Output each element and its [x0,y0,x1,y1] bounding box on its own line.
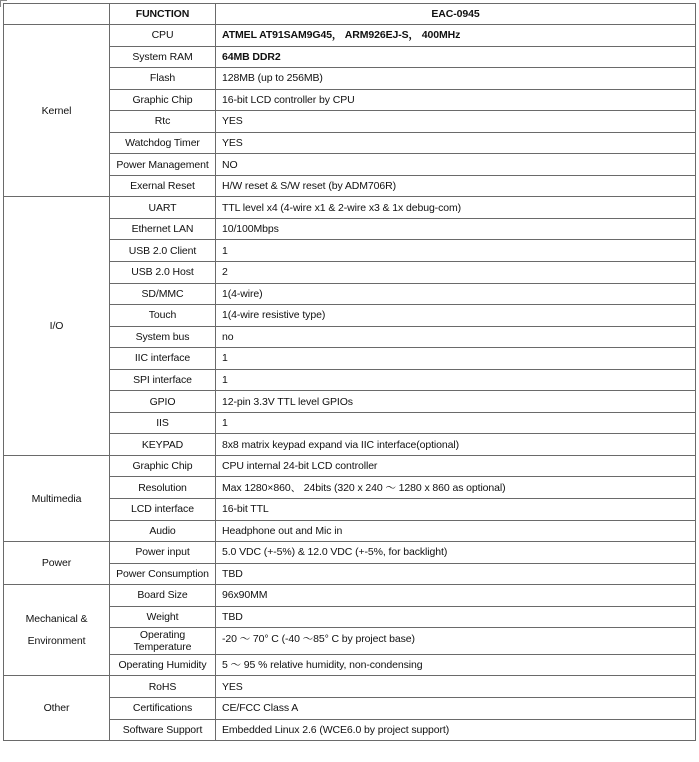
function-line2: Temperature [133,641,192,654]
value-cell: 12-pin 3.3V TTL level GPIOs [216,391,696,413]
function-cell: Graphic Chip [110,89,216,111]
value-cell: 1 [216,369,696,391]
specification-table [3,3,696,741]
value-cell: TTL level x4 (4-wire x1 & 2-wire x3 & 1x debug-com) [216,197,696,219]
function-cell: System bus [110,326,216,348]
value-cell: 1(4-wire resistive type) [216,305,696,327]
value-cell: 96x90MM [216,585,696,607]
value-cell: 16-bit LCD controller by CPU [216,89,696,111]
function-cell: USB 2.0 Client [110,240,216,262]
value-cell: H/W reset & S/W reset (by ADM706R) [216,175,696,197]
value-cell: ATMEL AT91SAM9G45， ARM926EJ-S， 400MHz [216,25,696,47]
table-row [4,197,696,219]
function-cell: SD/MMC [110,283,216,305]
value-cell: NO [216,154,696,176]
value-cell: 5.0 VDC (+-5%) & 12.0 VDC (+-5%, for backlight) [216,542,696,564]
table-row [4,585,696,607]
value-cell: 1 [216,240,696,262]
value-cell: YES [216,676,696,698]
function-cell: KEYPAD [110,434,216,456]
function-cell: RoHS [110,676,216,698]
function-cell: USB 2.0 Host [110,262,216,284]
header-category [4,4,110,25]
value-cell: 5 ～ 95 % relative humidity, non-condensing [216,654,696,676]
group-io: I/O [4,197,110,456]
function-cell: Audio [110,520,216,542]
function-cell: Certifications [110,697,216,719]
function-cell: IIC interface [110,348,216,370]
value-cell: 1 [216,348,696,370]
value-cell: 2 [216,262,696,284]
function-cell: CPU [110,25,216,47]
function-cell: Flash [110,68,216,90]
value-cell: 16-bit TTL [216,499,696,521]
function-cell: Watchdog Timer [110,132,216,154]
value-cell: Headphone out and Mic in [216,520,696,542]
function-cell: Resolution [110,477,216,499]
function-cell: Power Consumption [110,563,216,585]
function-cell [110,628,216,655]
function-cell: Exernal Reset [110,175,216,197]
function-cell: UART [110,197,216,219]
value-cell: Embedded Linux 2.6 (WCE6.0 by project support) [216,719,696,741]
table-row [4,25,696,47]
table-row [4,542,696,564]
value-cell: -20 ～ 70° C (-40 ～85° C by project base) [216,628,696,655]
function-cell: Weight [110,606,216,628]
table-row [4,676,696,698]
group-kernel: Kernel [4,25,110,197]
function-cell: Software Support [110,719,216,741]
function-cell: Rtc [110,111,216,133]
value-cell: YES [216,111,696,133]
function-cell: IIS [110,412,216,434]
value-cell: 8x8 matrix keypad expand via IIC interface(optional) [216,434,696,456]
value-cell: 128MB (up to 256MB) [216,68,696,90]
function-cell: Graphic Chip [110,455,216,477]
function-cell: Touch [110,305,216,327]
value-cell: 1(4-wire) [216,283,696,305]
value-cell: 64MB DDR2 [216,46,696,68]
function-cell: Operating Humidity [110,654,216,676]
group-other: Other [4,676,110,741]
table-header-row [4,4,696,25]
function-line1: Operating [139,629,186,642]
function-cell: SPI interface [110,369,216,391]
group-power: Power [4,542,110,585]
function-cell: Ethernet LAN [110,218,216,240]
function-cell: GPIO [110,391,216,413]
function-cell: LCD interface [110,499,216,521]
value-cell: 1 [216,412,696,434]
value-cell: no [216,326,696,348]
group-label-line2: Environment [27,635,86,648]
group-mechanical-environment [4,585,110,676]
value-cell: Max 1280×860、 24bits (320 x 240 ～ 1280 x 860 as optional) [216,477,696,499]
value-cell: 10/100Mbps [216,218,696,240]
function-cell: System RAM [110,46,216,68]
group-label-line1: Mechanical & [25,613,88,626]
value-cell: TBD [216,563,696,585]
function-cell: Power input [110,542,216,564]
function-cell: Board Size [110,585,216,607]
header-function: FUNCTION [110,4,216,25]
table-row [4,455,696,477]
value-cell: CE/FCC Class A [216,697,696,719]
group-multimedia: Multimedia [4,455,110,541]
function-cell: Power Management [110,154,216,176]
header-model: EAC-0945 [216,4,696,25]
value-cell: CPU internal 24-bit LCD controller [216,455,696,477]
value-cell: YES [216,132,696,154]
value-cell: TBD [216,606,696,628]
